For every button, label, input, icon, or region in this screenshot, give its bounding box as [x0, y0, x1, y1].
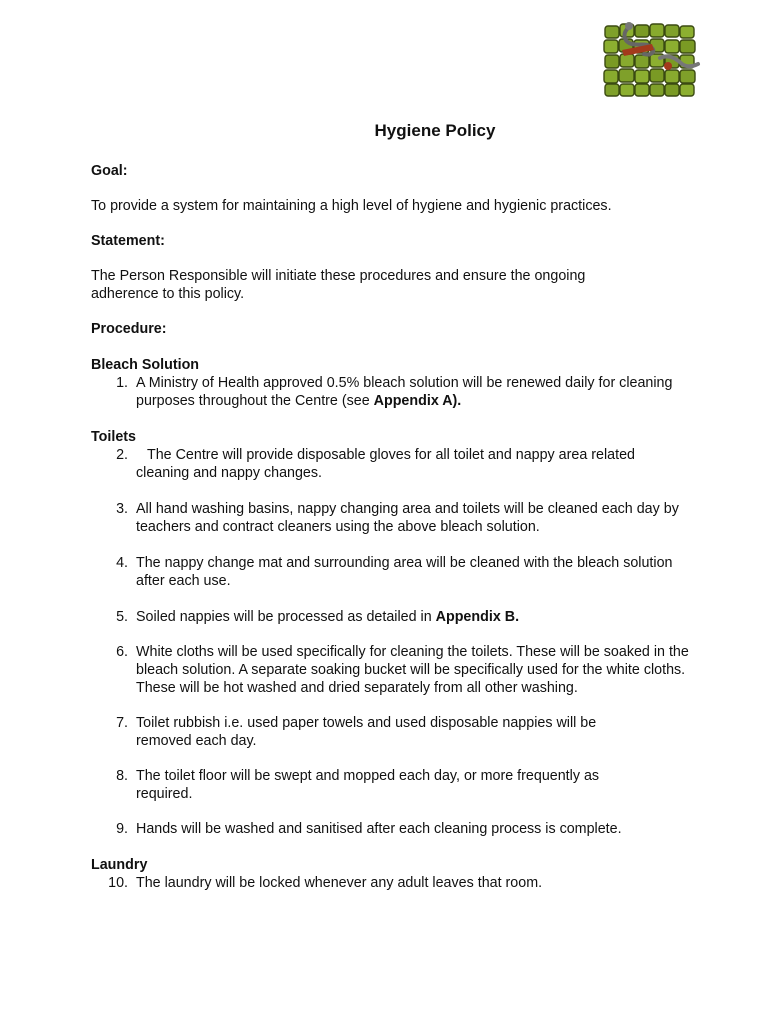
page-title: Hygiene Policy: [374, 121, 496, 140]
list-item-text: All hand washing basins, nappy changing area and toilets will be cleaned each day by teachers and contract cleaners using the above bleach solution.: [136, 501, 679, 535]
list-item-text: Toilet rubbish i.e. used paper towels and used disposable nappies will be removed each day.: [136, 715, 597, 749]
list-number: 3.: [116, 501, 128, 517]
list-number: 10.: [108, 875, 128, 891]
procedure-heading: Procedure:: [91, 321, 167, 337]
goal-text: To provide a system for maintaining a high level of hygiene and hygienic practices.: [91, 198, 612, 214]
list-number: 5.: [116, 609, 128, 625]
list-item: [91, 608, 691, 626]
list-item: [91, 820, 691, 838]
list-item-text-body: Soiled nappies will be processed as detailed in: [136, 609, 436, 625]
list-number: 6.: [116, 644, 128, 660]
list-item-text: White cloths will be used specifically for cleaning the toilets. These will be soaked in the bleach solution. A separate soaking bucket will be specifically used for the white cloths. These will be hot washed and dried separately from all other washing.: [136, 644, 689, 696]
appendix-a-reference: Appendix A).: [373, 393, 462, 409]
bleach-solution-heading: Bleach Solution: [91, 357, 200, 373]
list-number: 8.: [116, 768, 128, 784]
list-item-text: The laundry will be locked whenever any adult leaves that room.: [136, 875, 543, 891]
logo-graphic: [602, 20, 702, 100]
list-item: [91, 500, 691, 536]
list-item: [91, 446, 691, 482]
list-item: [91, 643, 691, 697]
laundry-heading: Laundry: [91, 857, 148, 873]
list-item: [91, 874, 691, 892]
list-item-text: [136, 608, 691, 626]
statement-text: The Person Responsible will initiate these procedures and ensure the ongoing adherence to this policy.: [91, 268, 586, 302]
list-item: [91, 714, 691, 750]
list-item-text: The toilet floor will be swept and mopped each day, or more frequently as required.: [136, 768, 600, 802]
list-item-text-body: A Ministry of Health approved 0.5% bleach solution will be renewed daily for cleaning purposes throughout the Centre (see: [136, 375, 673, 409]
list-item: [91, 554, 691, 590]
document-body: [91, 120, 691, 892]
list-item-text: Hands will be washed and sanitised after each cleaning process is complete.: [136, 821, 622, 837]
list-item-text: [136, 374, 691, 410]
list-item-text: The Centre will provide disposable gloves for all toilet and nappy area related cleaning and nappy changes.: [136, 447, 635, 481]
list-number: 9.: [116, 821, 128, 837]
list-item-text: The nappy change mat and surrounding area will be cleaned with the bleach solution after each use.: [136, 555, 673, 589]
appendix-b-reference: Appendix B.: [435, 609, 520, 625]
list-number: 7.: [116, 715, 128, 731]
list-number: 2.: [116, 447, 128, 463]
logo: [602, 20, 702, 100]
goal-heading: Goal:: [91, 163, 128, 179]
statement-heading: Statement:: [91, 233, 165, 249]
list-item: [91, 767, 691, 803]
list-number: 4.: [116, 555, 128, 571]
list-number: 1.: [116, 375, 128, 391]
toilets-heading: Toilets: [91, 429, 137, 445]
list-item: [91, 374, 691, 410]
